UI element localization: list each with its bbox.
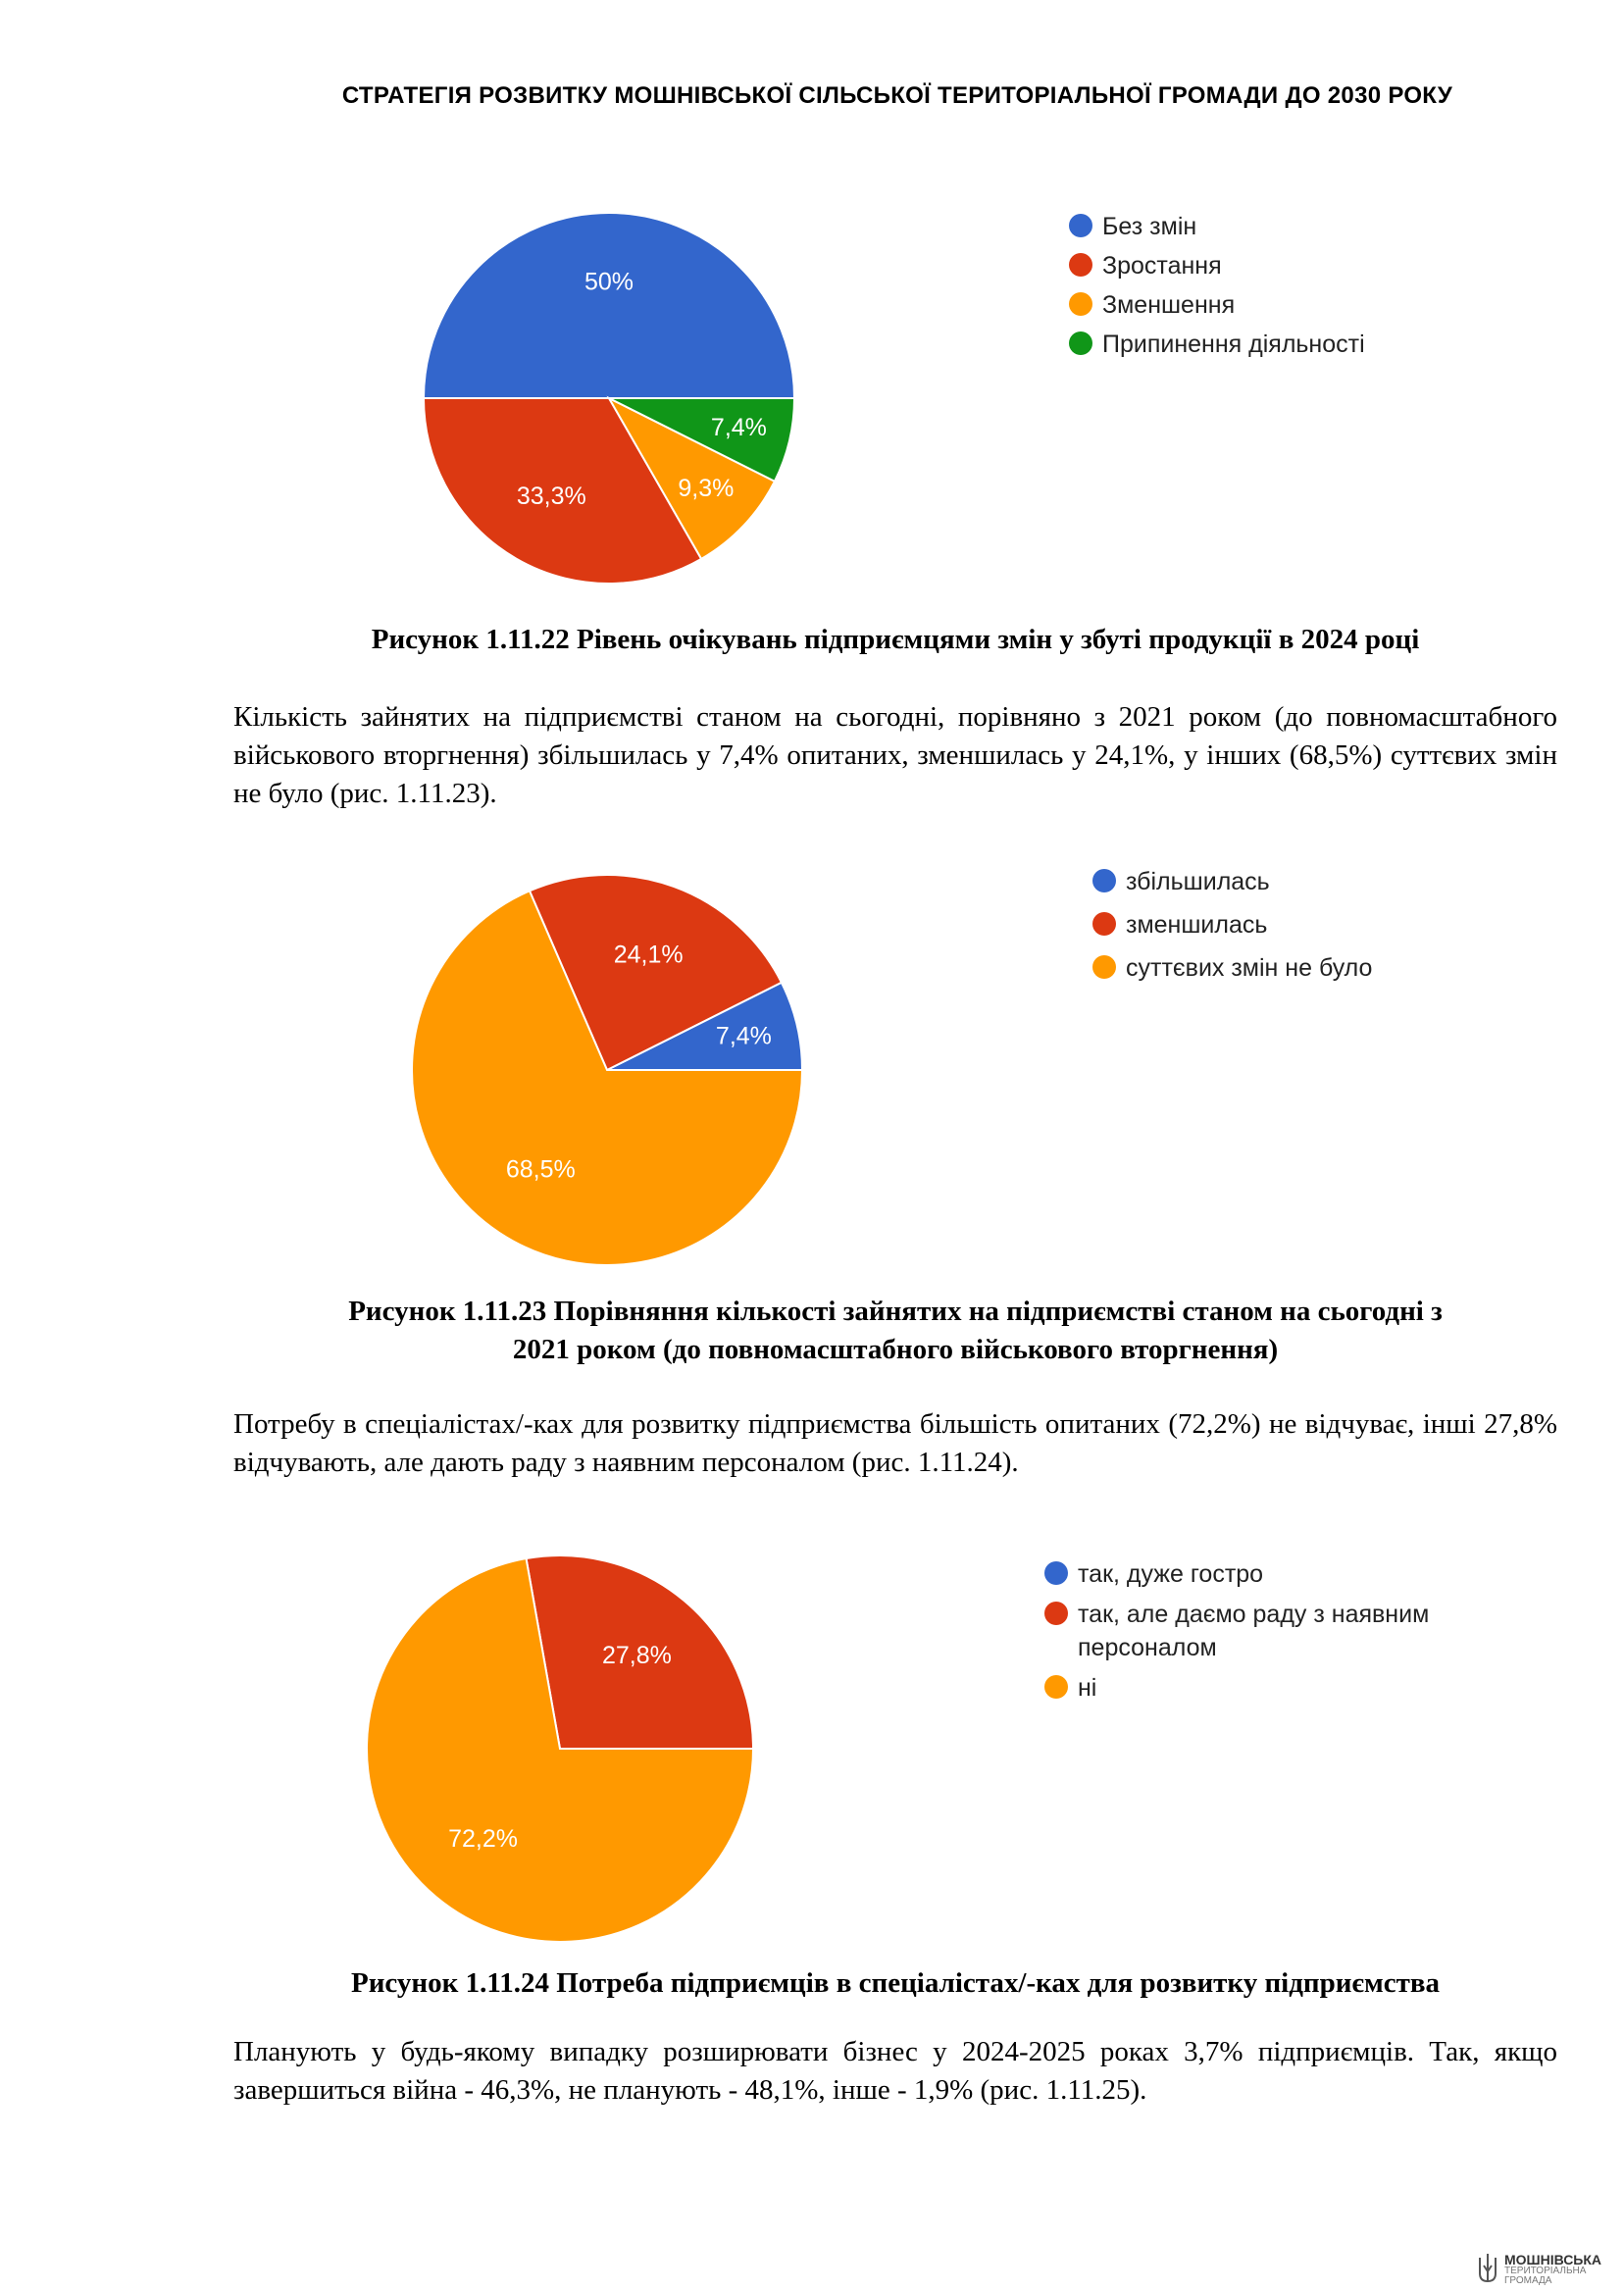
figure-caption-1-11-23 [233,1293,1557,1369]
community-logo [1477,2252,1614,2289]
legend-label-employees-comparison-2: суттєвих змін не було [1126,954,1373,982]
legend-label-specialist-need-0: так, дуже гостро [1078,1560,1264,1588]
pie-chart-sales-expectations [424,213,1365,584]
legend-marker-employees-comparison-0 [1092,869,1116,892]
legend-marker-specialist-need-0 [1044,1561,1068,1585]
legend-marker-employees-comparison-1 [1092,912,1116,936]
pie-label-sales-expectations-2: 9,3% [678,475,735,503]
legend-label-sales-expectations-2: Зменшення [1102,291,1236,319]
legend-marker-specialist-need-1 [1044,1602,1068,1625]
paragraph-employees: Кількість зайнятих на підприємстві станом на сьогодні, порівняно з 2021 роком (до повномасштабного військового вторгнення) збільшилась у 7,4% опитаних, зменшилась у 24,1%, у інших (68,5%) суттєвих змін не було (рис. 1.11.23). [233,701,1557,809]
figure-caption-1-11-24: Рисунок 1.11.24 Потреба підприємців в спеціалістах/-ках для розвитку підприємства [351,1967,1440,1999]
logo-subtitle: ТЕРИТОРІАЛЬНА ГРОМАДА [1504,2266,1587,2286]
legend-label-employees-comparison-0: збільшилась [1126,868,1270,895]
paragraph-specialists: Потребу в спеціалістах/-ках для розвитку підприємства більшість опитаних (72,2%) не відчуває, інші 27,8% відчувають, але дають раду з наявним персоналом (рис. 1.11.24). [233,1408,1557,1478]
legend-marker-sales-expectations-0 [1069,214,1092,237]
legend-marker-sales-expectations-2 [1069,292,1092,316]
pie-label-employees-comparison-2: 68,5% [505,1155,576,1184]
legend-label-sales-expectations-1: Зростання [1102,252,1222,280]
pie-label-sales-expectations-1: 33,3% [516,483,586,511]
caption-line-2: 2021 роком (до повномасштабного військового вторгнення) [512,1334,1279,1365]
paragraph-expansion-plans: Планують у будь-якому випадку розширювати бізнес у 2024-2025 роках 3,7% підприємців. Так, якщо завершиться війна - 46,3%, не планують - 48,1%, інше - 1,9% (рис. 1.11.25). [233,2036,1557,2106]
pie-label-specialist-need-1: 27,8% [601,1641,672,1669]
pie-label-sales-expectations-3: 7,4% [710,413,767,441]
legend-label-specialist-need-1: так, але даємо раду з наявним персоналом [1078,1601,1430,1661]
logo-title: МОШНІВСЬКА [1504,2252,1602,2267]
pie-chart-employees-comparison [412,868,1372,1265]
page-header: СТРАТЕГІЯ РОЗВИТКУ МОШНІВСЬКОЇ СІЛЬСЬКОЇ ТЕРИТОРІАЛЬНОЇ ГРОМАДИ ДО 2030 РОКУ [341,82,1453,109]
legend-marker-specialist-need-2 [1044,1675,1068,1699]
pie-label-employees-comparison-1: 24,1% [613,941,684,969]
legend-marker-sales-expectations-1 [1069,253,1092,277]
trident-icon [1477,2252,1498,2287]
caption-line-1: Рисунок 1.11.23 Порівняння кількості зайнятих на підприємстві станом на сьогодні з [348,1296,1443,1327]
pie-chart-specialist-need [367,1555,1429,1942]
pie-slice-sales-expectations-0 [424,213,794,398]
legend-marker-employees-comparison-2 [1092,955,1116,979]
legend-label-sales-expectations-0: Без змін [1102,213,1197,240]
pie-label-specialist-need-2: 72,2% [448,1825,519,1854]
legend-marker-sales-expectations-3 [1069,331,1092,355]
figure-caption-1-11-22: Рисунок 1.11.22 Рівень очікувань підприємцями змін у збуті продукції в 2024 році [371,624,1420,655]
pie-label-employees-comparison-0: 7,4% [715,1022,772,1050]
legend-label-sales-expectations-3: Припинення діяльності [1102,331,1365,358]
pie-label-sales-expectations-0: 50% [584,268,634,296]
legend-label-employees-comparison-1: зменшилась [1126,911,1268,939]
legend-label-specialist-need-2: ні [1078,1674,1097,1702]
